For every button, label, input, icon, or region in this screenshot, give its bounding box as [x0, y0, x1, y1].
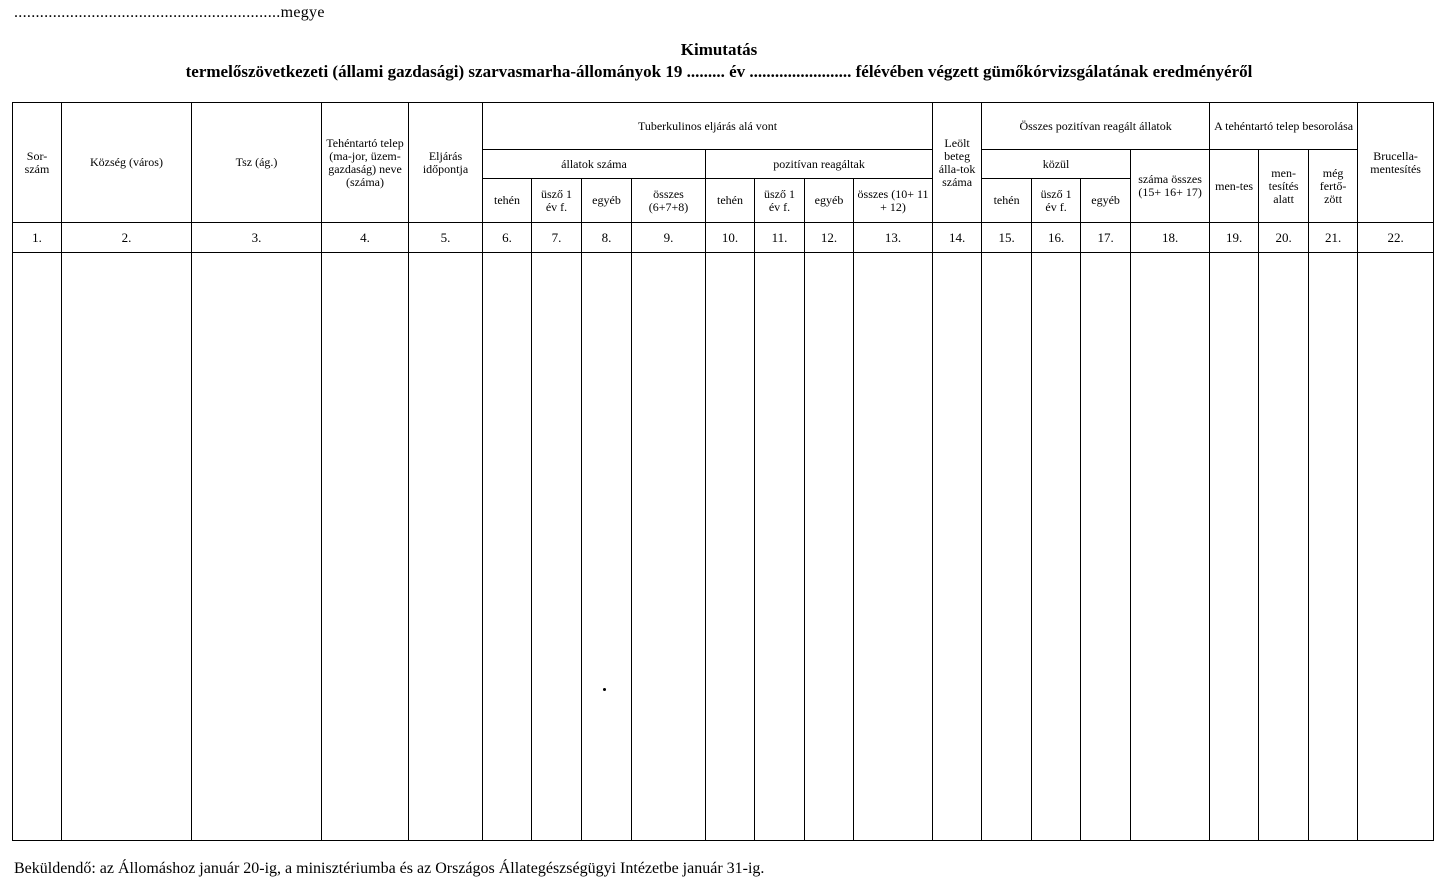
entry-cell-7[interactable] [532, 253, 582, 841]
column-number: 19. [1210, 223, 1259, 253]
column-number: 12. [805, 223, 854, 253]
entry-cell-kozseg[interactable] [62, 253, 192, 841]
column-number: 7. [532, 223, 582, 253]
entry-cell-sorszam[interactable] [13, 253, 62, 841]
header-pozitivan: pozitívan reagáltak [706, 150, 933, 179]
entry-cell-18[interactable] [1131, 253, 1210, 841]
column-number: 13. [854, 223, 933, 253]
report-table [12, 102, 1434, 841]
column-number: 22. [1358, 223, 1434, 253]
header-uszo-16: üsző 1 év f. [1032, 179, 1081, 223]
entry-cell-17[interactable] [1081, 253, 1131, 841]
header-allatok-szama: állatok száma [483, 150, 706, 179]
column-number-row [13, 223, 1434, 253]
column-number: 6. [483, 223, 532, 253]
header-szama-osszes: száma összes (15+ 16+ 17) [1131, 150, 1210, 223]
entry-cell-13[interactable] [854, 253, 933, 841]
header-tuberkulinos: Tuberkulinos eljárás alá vont [483, 103, 933, 150]
header-sorszam: Sor-szám [13, 103, 62, 223]
header-leolt: Leölt beteg álla-tok száma [933, 103, 982, 223]
header-besorolas: A tehéntartó telep besorolása [1210, 103, 1358, 150]
header-egyeb-12: egyéb [805, 179, 854, 223]
header-kozseg: Község (város) [62, 103, 192, 223]
header-kozul: közül [982, 150, 1131, 179]
column-number: 16. [1032, 223, 1081, 253]
column-number: 21. [1309, 223, 1358, 253]
header-uszo-11: üsző 1 év f. [755, 179, 805, 223]
entry-cell-16[interactable] [1032, 253, 1081, 841]
header-eljaras: Eljárás időpontja [409, 103, 483, 223]
header-telep: Tehéntartó telep (ma-jor, üzem-gazdaság) neve (száma) [322, 103, 409, 223]
column-number: 8. [582, 223, 632, 253]
entry-cell-20[interactable] [1259, 253, 1309, 841]
entry-cell-9[interactable] [632, 253, 706, 841]
entry-cell-14[interactable] [933, 253, 982, 841]
header-tehen-6: tehén [483, 179, 532, 223]
footer-note: Beküldendő: az Állomáshoz január 20-ig, a minisztériumba és az Országos Állategészségügyi Intézetbe január 31-ig. [14, 860, 765, 877]
entry-cell-10[interactable] [706, 253, 755, 841]
entry-cell-11[interactable] [755, 253, 805, 841]
column-number: 5. [409, 223, 483, 253]
entry-cell-8[interactable] [582, 253, 632, 841]
column-number: 20. [1259, 223, 1309, 253]
header-mentesites-alatt: men-tesítés alatt [1259, 150, 1309, 223]
header-tehen-10: tehén [706, 179, 755, 223]
header-osszes-pozitiv: Összes pozitívan reagált állatok [982, 103, 1210, 150]
column-number: 18. [1131, 223, 1210, 253]
header-egyeb-8: egyéb [582, 179, 632, 223]
column-number: 1. [13, 223, 62, 253]
header-osszes-9: összes (6+7+8) [632, 179, 706, 223]
entry-cell-eljaras[interactable] [409, 253, 483, 841]
entry-cell-19[interactable] [1210, 253, 1259, 841]
header-tsz: Tsz (ág.) [192, 103, 322, 223]
entry-cell-6[interactable] [483, 253, 532, 841]
entry-cell-telep[interactable] [322, 253, 409, 841]
header-tehen-15: tehén [982, 179, 1032, 223]
page-title: Kimutatás [680, 40, 758, 59]
county-line: ..............................................................megye [14, 4, 325, 21]
column-number: 4. [322, 223, 409, 253]
header-meg-fertozott: még fertő-zött [1309, 150, 1358, 223]
entry-cell-22[interactable] [1358, 253, 1434, 841]
column-number: 9. [632, 223, 706, 253]
header-egyeb-17: egyéb [1081, 179, 1131, 223]
column-number: 14. [933, 223, 982, 253]
page-subtitle: termelőszövetkezeti (állami gazdasági) szarvasmarha-állományok 19 ......... év ........................ félévében végzett gümőkórvizsgálatának eredményéről [185, 62, 1253, 81]
entry-cell-12[interactable] [805, 253, 854, 841]
column-number: 3. [192, 223, 322, 253]
header-osszes-13: összes (10+ 11 + 12) [854, 179, 933, 223]
entry-cell-21[interactable] [1309, 253, 1358, 841]
entry-cell-tsz[interactable] [192, 253, 322, 841]
column-number: 2. [62, 223, 192, 253]
stray-dot-mark [603, 688, 606, 691]
column-number: 11. [755, 223, 805, 253]
data-entry-row[interactable] [13, 253, 1434, 841]
column-number: 10. [706, 223, 755, 253]
header-brucella: Brucella-mentesítés [1358, 103, 1434, 223]
entry-cell-15[interactable] [982, 253, 1032, 841]
column-number: 15. [982, 223, 1032, 253]
header-uszo-7: üsző 1 év f. [532, 179, 582, 223]
header-mentes: men-tes [1210, 150, 1259, 223]
column-number: 17. [1081, 223, 1131, 253]
